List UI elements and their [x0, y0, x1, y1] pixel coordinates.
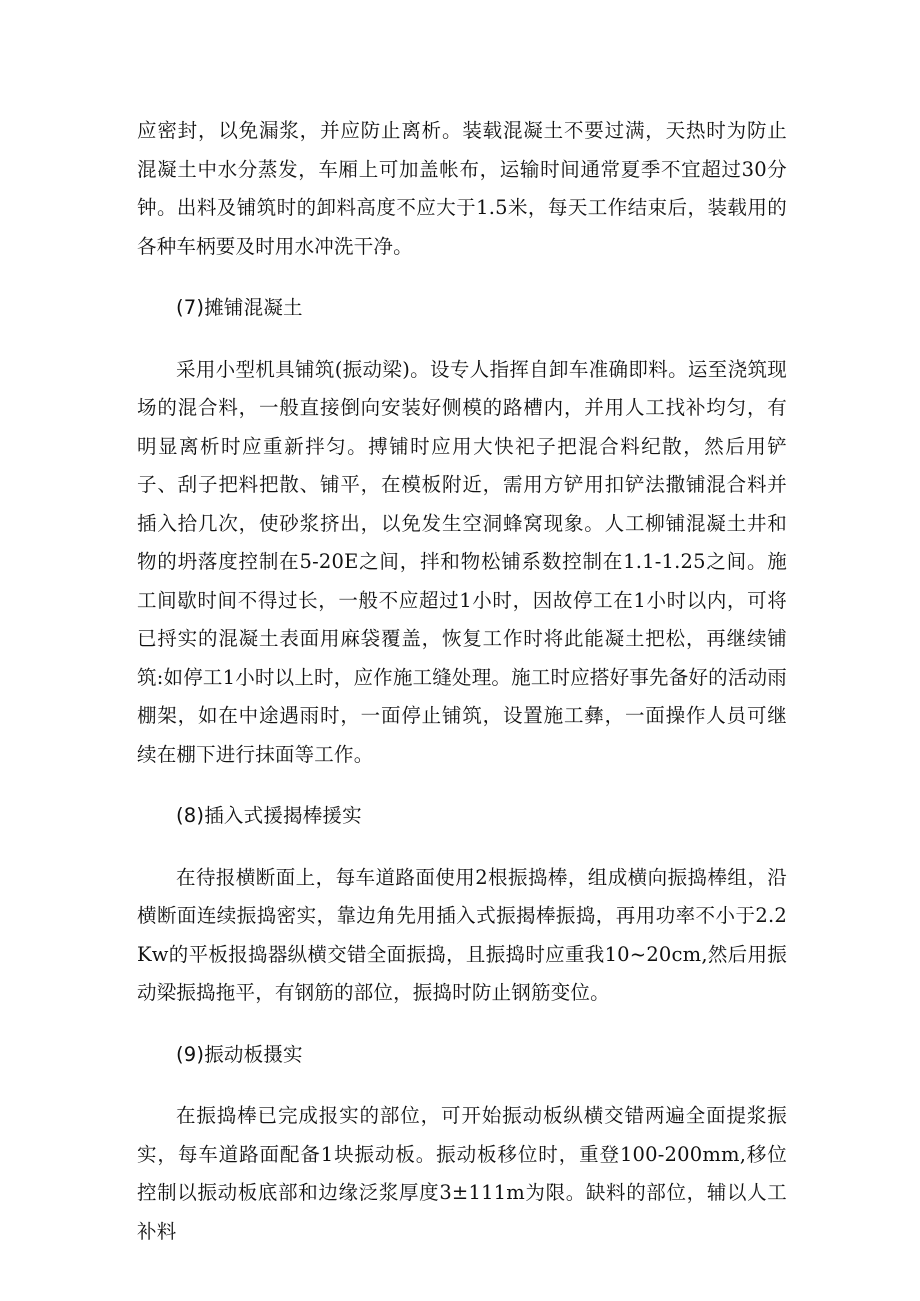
paragraph-transport: 应密封，以免漏浆，并应防止离析。装载混凝土不要过满，天热时为防止混凝土中水分蒸发，车厢上可加盖帐布，运输时间通常夏季不宜超过30分钟。出料及铺筑时的卸料高度不应大于1.5米，每天工作结束后，装载用的各种车柄要及时用水冲洗干净。 [137, 119, 787, 258]
document-page [137, 112, 787, 1251]
paragraph-gap [137, 328, 787, 351]
paragraph-gap [137, 1074, 787, 1097]
heading-vibrating-plate: (9)振动板摄实 [176, 1042, 303, 1066]
paragraph-gap [137, 774, 787, 797]
paragraph-vibrator-rod: 在待报横断面上，每车道路面使用2根振捣棒，组成横向振捣棒组，沿横断面连续振捣密实，靠边角先用插入式振揭棒振捣，再用功率不小于2.2Kw的平板报捣器纵横交错全面振捣，且振捣时应重我10~20cm,然后用振动梁振捣拖平，有钢筋的部位，振捣时防止钢筋变位。 [137, 865, 787, 1004]
paragraph-vibrating-plate: 在振捣棒已完成报实的部位，可开始振动板纵横交错两遍全面提浆振实，每车道路面配备1块振动板。振动板移位时，重登100-200mm,移位控制以振动板底部和边缘泛浆厚度3±111m为限。缺料的部位，辅以人工补料 [137, 1104, 787, 1243]
heading-paving: (7)摊铺混凝土 [176, 296, 303, 319]
paragraph-gap [137, 1013, 787, 1036]
paragraph-gap [137, 266, 787, 289]
heading-vibrator-rod: (8)插入式援揭棒援实 [176, 804, 362, 827]
paragraph-gap [137, 836, 787, 859]
paragraph-paving: 采用小型机具铺筑(振动梁)。设专人指挥自卸车准确即料。运至浇筑现场的混合料，一般直接倒向安装好侧模的路槽内，并用人工找补均匀，有明显离析时应重新拌匀。搏铺时应用大快祀子把混合料纪散，然后用铲子、刮子把料把散、铺平，在模板附近，需用方铲用扣铲法撒铺混合料并插入拾几次，使砂浆挤出，以免发生空洞蜂窝现象。人工柳铺混凝土井和物的坍落度控制在5-20E之间，拌和物松铺系数控制在1.1-1.25之间。施工间歇时间不得过长，一般不应超过1小时，因故停工在1小时以内，可将已捋实的混凝土表面用麻袋覆盖，恢复工作时将此能凝土把松，再继续铺筑:如停工1小时以上时，应作施工缝处理。施工时应搭好事先备好的活动雨棚架，如在中途遇雨时，一面停止铺筑，设置施工彝，一面操作人员可继续在棚下进行抹面等工作。 [137, 357, 787, 766]
